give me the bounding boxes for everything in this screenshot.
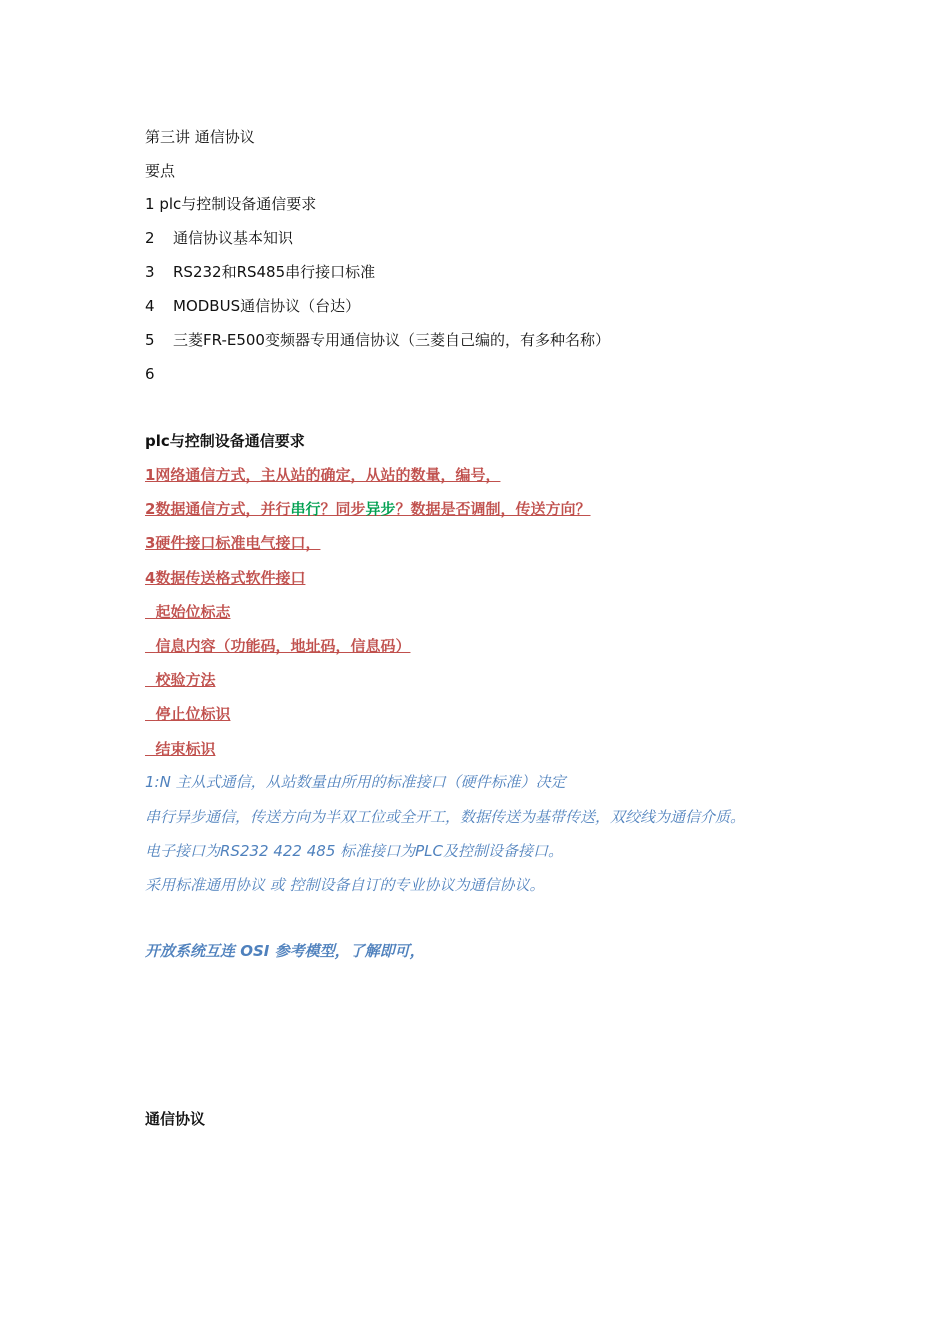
- requirement-item: [145, 499, 591, 519]
- lecture-title: 第三讲 通信协议: [145, 128, 255, 146]
- keypoint-number: 1: [145, 195, 155, 213]
- format-sub-item: 校验方法: [155, 671, 216, 689]
- keypoint-item: [145, 296, 360, 316]
- keypoint-number: 6: [145, 365, 155, 383]
- highlight-text: 异步: [365, 500, 396, 518]
- requirement-text: ？数据是否调制，传送方向？: [395, 500, 591, 518]
- note-line: 1:N 主从式通信，从站数量由所用的标准接口（硬件标准）决定: [145, 773, 566, 791]
- format-sub-item: 停止位标识: [155, 705, 231, 723]
- keypoint-text: plc与控制设备通信要求: [154, 195, 317, 213]
- keypoint-text: MODBUS通信协议（台达）: [173, 297, 361, 315]
- note-line: 串行异步通信，传送方向为半双工位或全开工，数据传送为基带传送，双绞线为通信介质。: [145, 808, 746, 826]
- keypoint-item: [145, 262, 375, 282]
- keypoint-text: 三菱FR-E500变频器专用通信协议（三菱自己编的，有多种名称）: [173, 331, 610, 349]
- requirement-text: ？同步: [320, 500, 366, 518]
- note-line: 电子接口为RS232 422 485 标准接口为PLC及控制设备接口。: [145, 842, 564, 860]
- requirement-item: 1网络通信方式，主从站的确定，从站的数量，编号，: [145, 466, 501, 484]
- requirement-item: 3硬件接口标准电气接口，: [145, 534, 321, 552]
- format-sub-item: 信息内容（功能码，地址码，信息码）: [155, 637, 411, 655]
- keypoint-item: [145, 194, 316, 214]
- highlight-text: 串行: [290, 500, 321, 518]
- keypoint-number: 5: [145, 331, 155, 349]
- keypoint-item: [145, 364, 173, 384]
- requirement-text: 2数据通信方式，并行: [145, 500, 291, 518]
- format-sub-item: 起始位标志: [155, 603, 231, 621]
- keypoint-text: 通信协议基本知识: [173, 229, 294, 247]
- note-line: 采用标准通用协议 或 控制设备自订的专业协议为通信协议。: [145, 876, 545, 894]
- keypoint-item: [145, 330, 610, 350]
- format-sub-item: 结束标识: [155, 740, 216, 758]
- keypoint-text: RS232和RS485串行接口标准: [173, 263, 376, 281]
- keypoint-number: 4: [145, 297, 155, 315]
- section-heading-protocol: 通信协议: [145, 1110, 206, 1128]
- keypoint-item: [145, 228, 293, 248]
- osi-note: 开放系统互连 OSI 参考模型，了解即可，: [145, 942, 425, 960]
- keypoints-heading: 要点: [145, 162, 176, 180]
- section-heading-requirements: plc与控制设备通信要求: [145, 432, 305, 450]
- keypoint-number: 2: [145, 229, 155, 247]
- keypoint-number: 3: [145, 263, 155, 281]
- requirement-item: 4数据传送格式软件接口: [145, 569, 306, 587]
